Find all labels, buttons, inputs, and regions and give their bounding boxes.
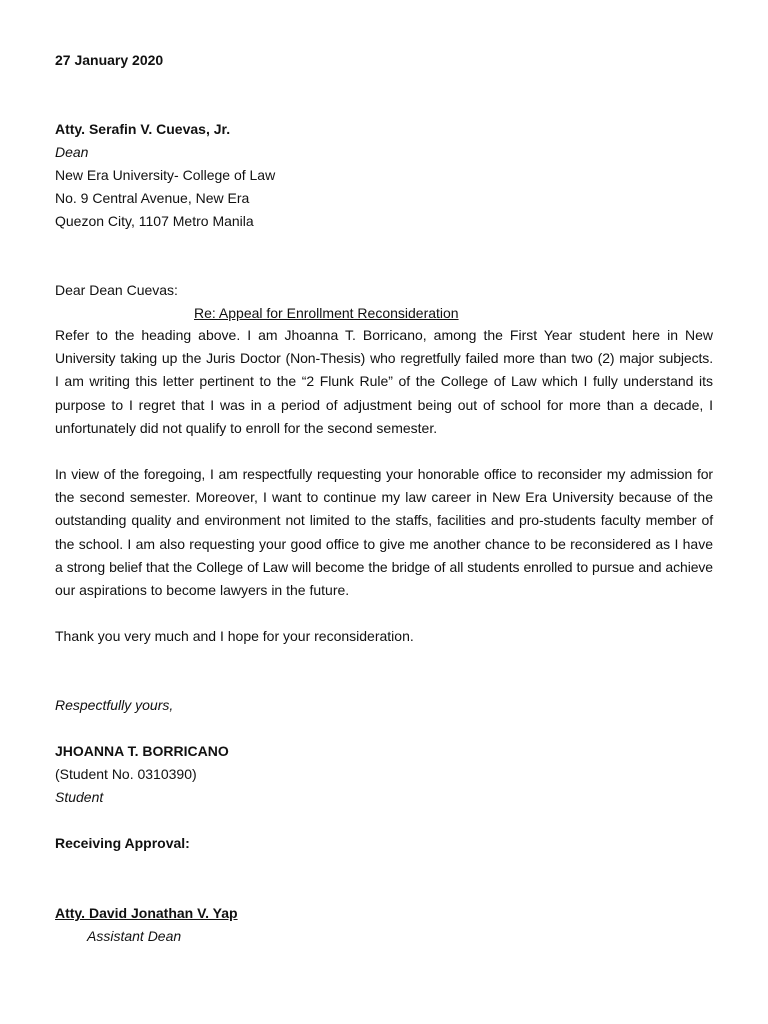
approval-label: Receiving Approval: [55, 835, 190, 851]
recipient-title: Dean [55, 144, 89, 160]
approver-name: Atty. David Jonathan V. Yap [55, 905, 238, 921]
approver-title: Assistant Dean [87, 928, 182, 944]
recipient-address-line-3: Quezon City, 1107 Metro Manila [55, 213, 254, 229]
recipient-address-line-2: No. 9 Central Avenue, New Era [55, 190, 250, 206]
paragraph-1-line: I am writing this letter pertinent to the “2 Flunk Rule” of the College of Law which I fully understand its [55, 373, 713, 390]
paragraph-3: Thank you very much and I hope for your reconsideration. [55, 628, 414, 644]
paragraph-2-line: In view of the foregoing, I am respectfully requesting your honorable office to reconsider my admission for [55, 466, 713, 482]
closing: Respectfully yours, [55, 697, 174, 713]
paragraph-2 [55, 463, 713, 602]
salutation: Dear Dean Cuevas: [55, 282, 178, 298]
recipient-address-line-1: New Era University- College of Law [55, 167, 276, 183]
sender-name: JHOANNA T. BORRICANO [55, 743, 229, 759]
paragraph-2-line: a strong belief that the College of Law will become the bridge of all students enrolled to pursue and achieve [55, 558, 713, 575]
paragraph-1-line: purpose to I regret that I was in a period of adjustment being out of school for more than a decade, I [55, 396, 713, 413]
subject-line: Re: Appeal for Enrollment Reconsideration [194, 305, 459, 321]
paragraph-2-line: outstanding quality and environment not limited to the staffs, facilities and pro-students faculty member of [55, 512, 713, 529]
letter-date: 27 January 2020 [55, 52, 164, 68]
paragraph-1-line: Refer to the heading above. I am Jhoanna T. Borricano, among the First Year student here in New [55, 327, 713, 343]
paragraph-1 [55, 324, 713, 440]
paragraph-2-line: our aspirations to become lawyers in the future. [55, 582, 350, 599]
recipient-name: Atty. Serafin V. Cuevas, Jr. [55, 121, 231, 137]
sender-role: Student [55, 789, 104, 805]
paragraph-2-line: the second semester. Moreover, I want to continue my law career in New Era University because of the [55, 489, 713, 506]
paragraph-1-line: unfortunately did not qualify to enroll for the second semester. [55, 419, 438, 436]
sender-student-number: (Student No. 0310390) [55, 766, 197, 782]
paragraph-2-line: the school. I am also requesting your good office to give me another chance to be reconsidered as I have [55, 535, 713, 552]
paragraph-1-line: University taking up the Juris Doctor (Non-Thesis) who regretfully failed more than two (2) major subjects. [55, 350, 713, 367]
